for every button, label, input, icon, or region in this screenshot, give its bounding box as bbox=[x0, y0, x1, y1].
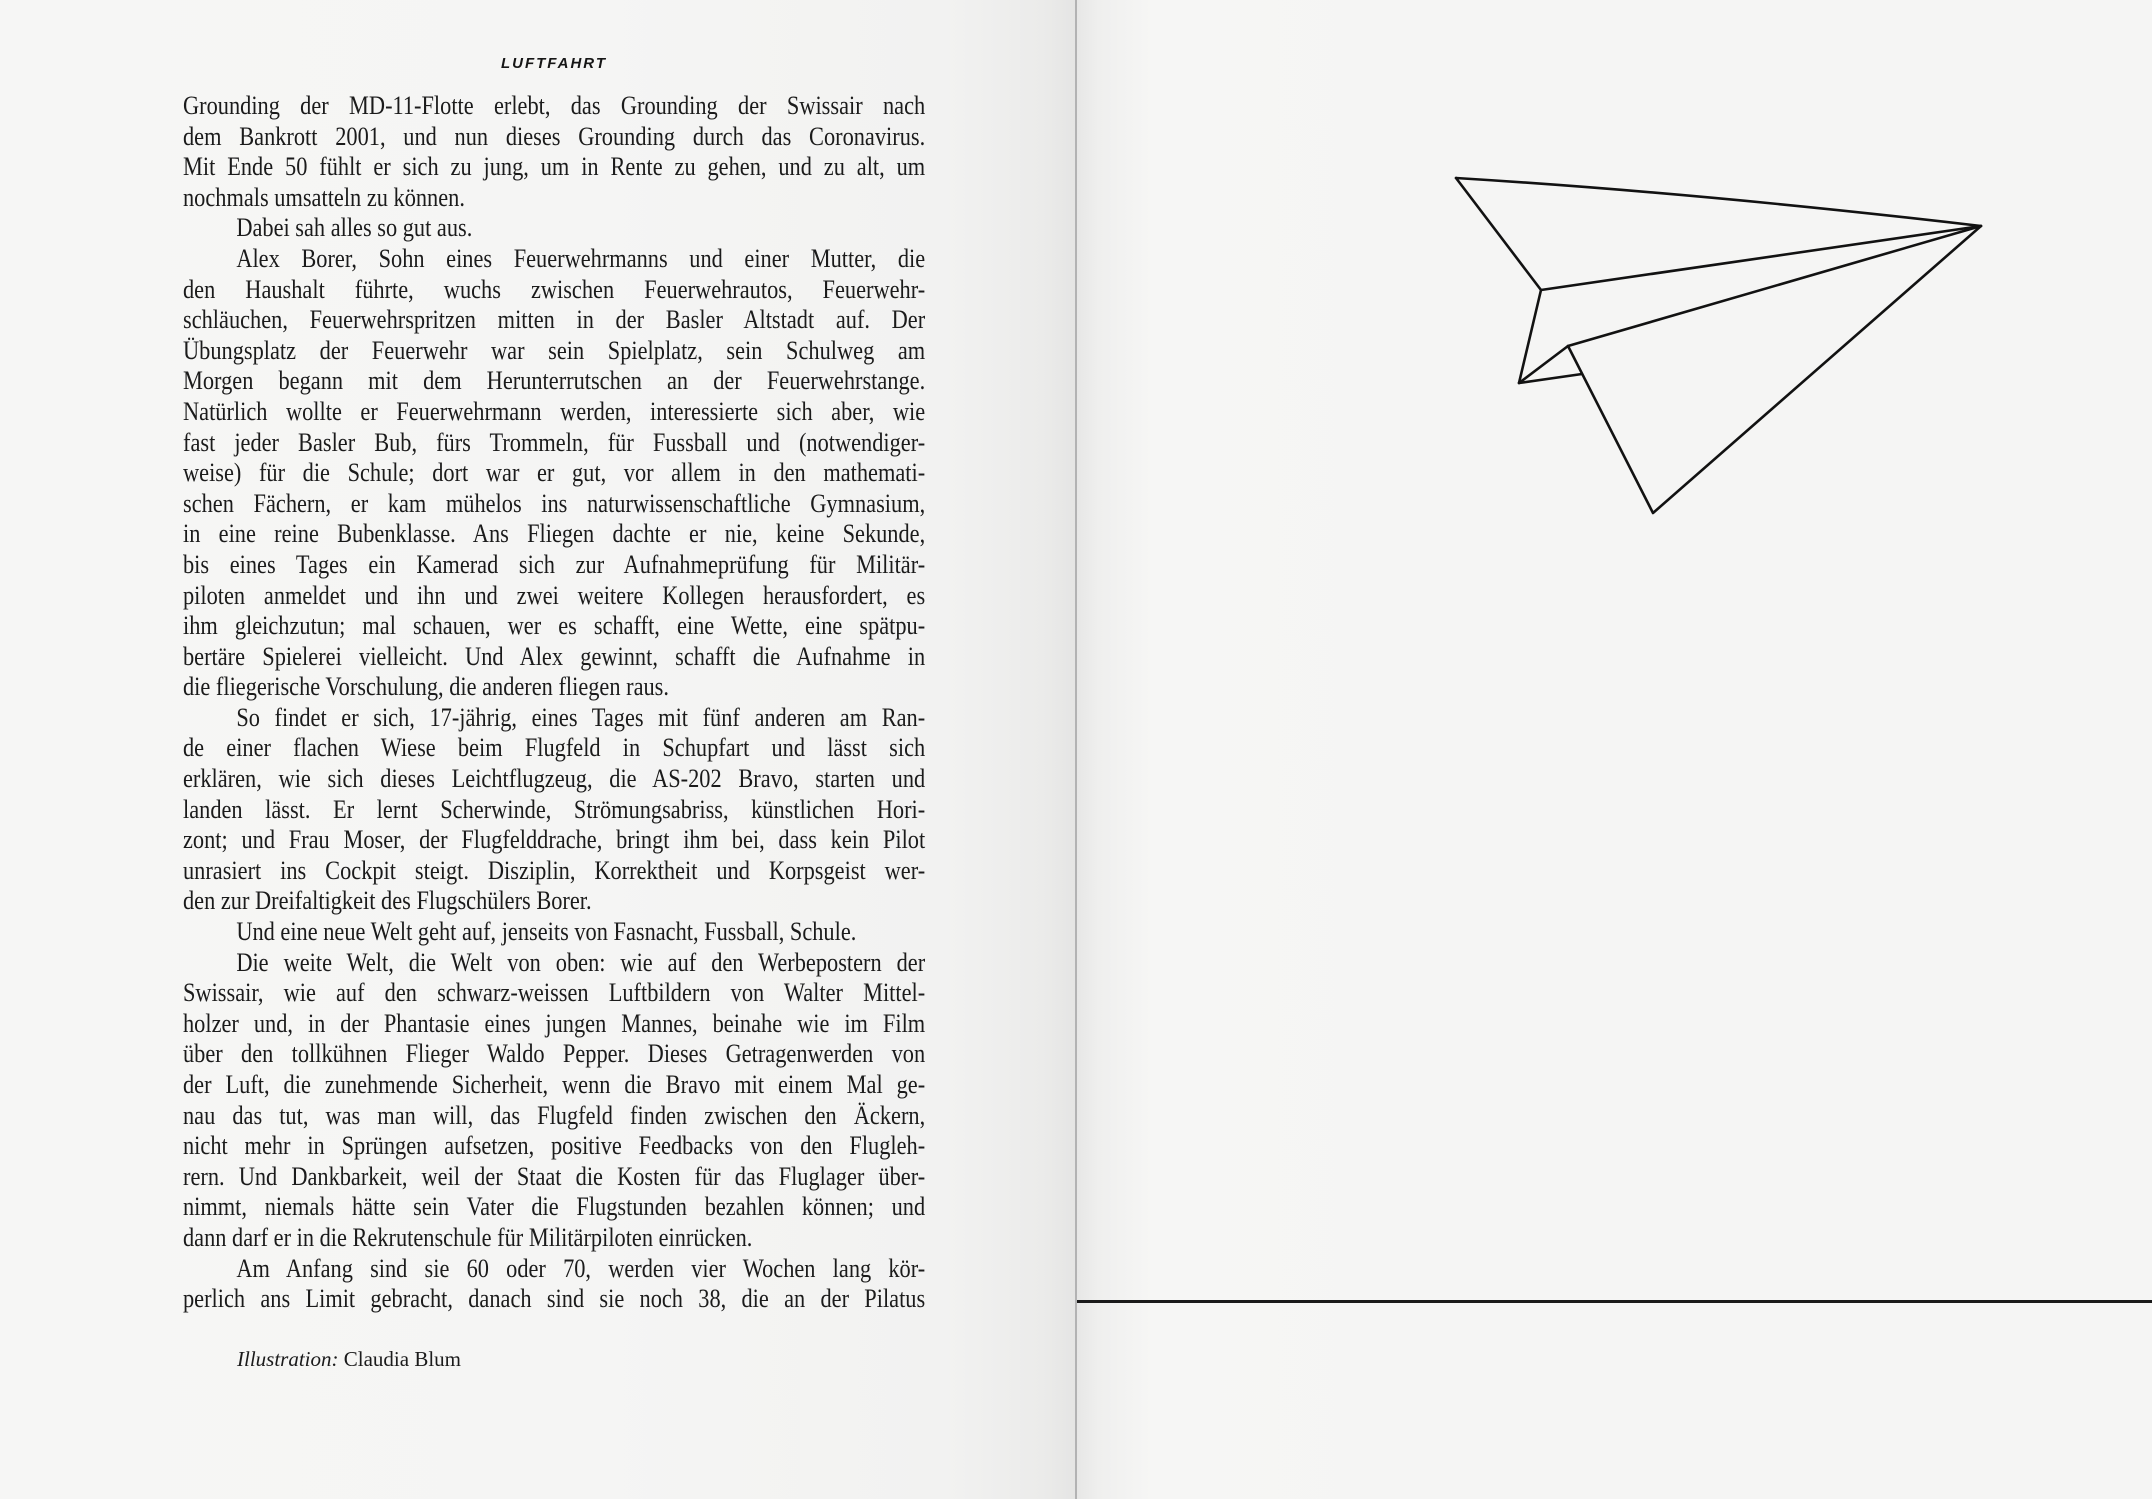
text-line: bis eines Tages ein Kamerad sich zur Aufnahmeprüfung für Militär- bbox=[183, 549, 926, 579]
text-line: Und eine neue Welt geht auf, jenseits von Fasnacht, Fussball, Schule. bbox=[236, 917, 857, 947]
text-line: holzer und, in der Phantasie eines jungen Mannes, beinahe wie im Film bbox=[183, 1008, 926, 1038]
kicker-heading: LUFTFAHRT bbox=[500, 55, 608, 72]
text-line: fast jeder Basler Bub, fürs Trommeln, für Fussball und (notwendiger- bbox=[183, 427, 926, 457]
text-line: nimmt, niemals hätte sein Vater die Flugstunden bezahlen können; und bbox=[183, 1192, 926, 1222]
left-page bbox=[0, 0, 1075, 1499]
text-line: den zur Dreifaltigkeit des Flugschülers Borer. bbox=[183, 886, 592, 916]
text-line: Dabei sah alles so gut aus. bbox=[236, 213, 473, 243]
text-line: rern. Und Dankbarkeit, weil der Staat die Kosten für das Fluglager über- bbox=[183, 1161, 926, 1191]
text-line: Grounding der MD-11-Flotte erlebt, das Grounding der Swissair nach bbox=[183, 91, 926, 120]
text-line: de einer flachen Wiese beim Flugfeld in Schupfart und lässt sich bbox=[183, 733, 926, 763]
text-line: den Haushalt führte, wuchs zwischen Feuerwehrautos, Feuerwehr- bbox=[183, 274, 926, 304]
footer-rule bbox=[1077, 1300, 2152, 1303]
text-line: nicht mehr in Sprüngen aufsetzen, positive Feedbacks von den Flugleh- bbox=[183, 1131, 926, 1161]
plane-lower-wing bbox=[1568, 226, 1981, 513]
illustration-credit-value: Claudia Blum bbox=[338, 1347, 462, 1371]
text-line: Swissair, wie auf den schwarz-weissen Luftbildern von Walter Mittel- bbox=[183, 978, 926, 1008]
plane-fuselage-top-edge bbox=[1568, 226, 1981, 346]
text-line: nochmals umsatteln zu können. bbox=[183, 182, 465, 212]
text-line: schen Fächern, er kam mühelos ins naturwissenschaftliche Gymnasium, bbox=[183, 488, 926, 518]
text-line: So findet er sich, 17-jährig, eines Tages mit fünf anderen am Ran- bbox=[236, 702, 926, 732]
text-line: Morgen begann mit dem Herunterrutschen an der Feuerwehrstange. bbox=[183, 366, 926, 396]
text-line: dann darf er in die Rekrutenschule für Militärpiloten einrücken. bbox=[183, 1222, 753, 1252]
text-line: perlich ans Limit gebracht, danach sind sie noch 38, die an der Pilatus bbox=[183, 1284, 926, 1314]
text-line: schläuchen, Feuerwehrspritzen mitten in der Basler Altstadt auf. Der bbox=[183, 305, 926, 335]
plane-wing-fold-edge bbox=[1541, 226, 1981, 290]
text-line: Am Anfang sind sie 60 oder 70, werden vier Wochen lang kör- bbox=[236, 1253, 926, 1283]
text-line: die fliegerische Vorschulung, die anderen fliegen raus. bbox=[183, 672, 669, 702]
text-line: bertäre Spielerei vielleicht. Und Alex gewinnt, schafft die Aufnahme in bbox=[183, 641, 926, 671]
text-line: Mit Ende 50 fühlt er sich zu jung, um in Rente zu gehen, und zu alt, um bbox=[183, 152, 926, 182]
plane-top-edge bbox=[1456, 178, 1981, 226]
text-line: unrasiert ins Cockpit steigt. Disziplin, Korrektheit und Korpsgeist wer- bbox=[183, 855, 926, 885]
text-line: nau das tut, was man will, das Flugfeld finden zwischen den Äckern, bbox=[183, 1100, 926, 1130]
text-line: zont; und Frau Moser, der Flugfelddrache, bringt ihm bei, dass kein Pilot bbox=[183, 825, 926, 855]
text-line: landen lässt. Er lernt Scherwinde, Strömungsabriss, künstlichen Hori- bbox=[183, 794, 926, 824]
text-line: ihm gleichzutun; mal schauen, wer es schafft, eine Wette, eine spätpu- bbox=[183, 611, 926, 641]
text-line: Die weite Welt, die Welt von oben: wie auf den Werbepostern der bbox=[236, 947, 926, 977]
paper-airplane-icon bbox=[1420, 150, 2020, 550]
text-line: in eine reine Bubenklasse. Ans Fliegen dachte er nie, keine Sekunde, bbox=[183, 519, 926, 549]
text-line: Übungsplatz der Feuerwehr war sein Spielplatz, sein Schulweg am bbox=[183, 335, 926, 365]
text-line: Natürlich wollte er Feuerwehrmann werden, interessierte sich aber, wie bbox=[183, 396, 926, 426]
text-line: weise) für die Schule; dort war er gut, vor allem in den mathemati- bbox=[183, 458, 926, 488]
body-text bbox=[183, 91, 925, 1315]
text-line: erklären, wie sich dieses Leichtflugzeug, die AS-202 Bravo, starten und bbox=[183, 764, 926, 794]
illustration-credit-label: Illustration: bbox=[237, 1347, 339, 1371]
text-line: Alex Borer, Sohn eines Feuerwehrmanns und einer Mutter, die bbox=[236, 243, 926, 273]
plane-left-edge bbox=[1456, 178, 1541, 383]
text-line: piloten anmeldet und ihn und zwei weitere Kollegen herausfordert, es bbox=[183, 580, 926, 610]
illustration-credit bbox=[237, 1346, 461, 1372]
text-line: dem Bankrott 2001, und nun dieses Grounding durch das Coronavirus. bbox=[183, 121, 926, 151]
right-page bbox=[1077, 0, 2152, 1499]
text-line: der Luft, die zunehmende Sicherheit, wenn die Bravo mit einem Mal ge- bbox=[183, 1070, 926, 1099]
text-line: über den tollkühnen Flieger Waldo Pepper. Dieses Getragenwerden von bbox=[183, 1039, 926, 1069]
